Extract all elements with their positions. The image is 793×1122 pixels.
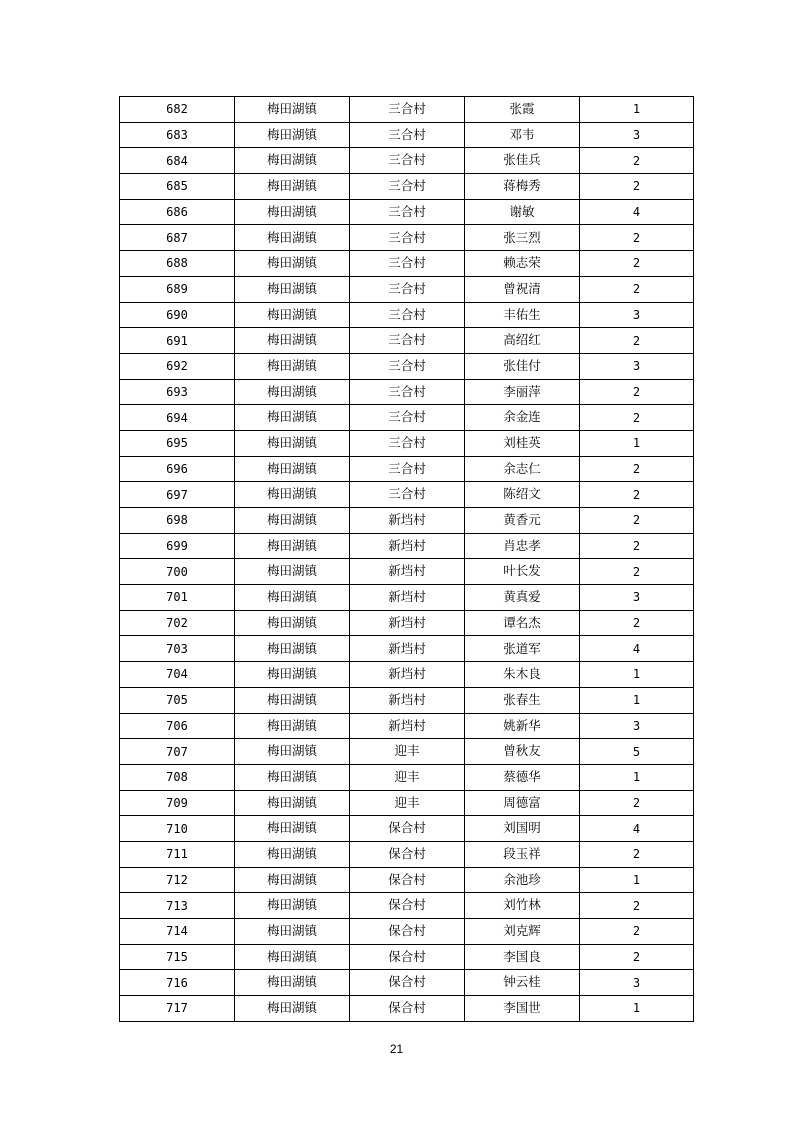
town-cell: 梅田湖镇 xyxy=(235,482,350,508)
count-cell: 3 xyxy=(580,713,694,739)
village-cell: 三合村 xyxy=(350,353,465,379)
row-number-cell: 696 xyxy=(120,456,235,482)
row-number-cell: 716 xyxy=(120,970,235,996)
town-cell: 梅田湖镇 xyxy=(235,610,350,636)
row-number-cell: 691 xyxy=(120,328,235,354)
count-cell: 3 xyxy=(580,585,694,611)
town-cell: 梅田湖镇 xyxy=(235,97,350,123)
table-row xyxy=(120,508,694,534)
town-cell: 梅田湖镇 xyxy=(235,430,350,456)
count-cell: 2 xyxy=(580,919,694,945)
name-cell: 李国良 xyxy=(465,944,580,970)
data-table xyxy=(119,96,694,1022)
count-cell: 1 xyxy=(580,867,694,893)
count-cell: 2 xyxy=(580,790,694,816)
count-cell: 2 xyxy=(580,893,694,919)
name-cell: 曾祝清 xyxy=(465,276,580,302)
name-cell: 李国世 xyxy=(465,996,580,1022)
table-row xyxy=(120,251,694,277)
table-row xyxy=(120,996,694,1022)
row-number-cell: 698 xyxy=(120,508,235,534)
village-cell: 新垱村 xyxy=(350,662,465,688)
town-cell: 梅田湖镇 xyxy=(235,970,350,996)
village-cell: 保合村 xyxy=(350,816,465,842)
table-row xyxy=(120,919,694,945)
count-cell: 4 xyxy=(580,199,694,225)
count-cell: 3 xyxy=(580,302,694,328)
town-cell: 梅田湖镇 xyxy=(235,353,350,379)
town-cell: 梅田湖镇 xyxy=(235,148,350,174)
table-row xyxy=(120,559,694,585)
count-cell: 1 xyxy=(580,996,694,1022)
row-number-cell: 703 xyxy=(120,636,235,662)
table-row xyxy=(120,353,694,379)
name-cell: 钟云桂 xyxy=(465,970,580,996)
count-cell: 1 xyxy=(580,97,694,123)
name-cell: 刘竹林 xyxy=(465,893,580,919)
table-row xyxy=(120,405,694,431)
town-cell: 梅田湖镇 xyxy=(235,662,350,688)
row-number-cell: 708 xyxy=(120,764,235,790)
name-cell: 段玉祥 xyxy=(465,841,580,867)
table-row xyxy=(120,764,694,790)
town-cell: 梅田湖镇 xyxy=(235,533,350,559)
row-number-cell: 705 xyxy=(120,687,235,713)
table-row xyxy=(120,944,694,970)
count-cell: 1 xyxy=(580,687,694,713)
village-cell: 三合村 xyxy=(350,97,465,123)
count-cell: 5 xyxy=(580,739,694,765)
table-row xyxy=(120,122,694,148)
village-cell: 三合村 xyxy=(350,225,465,251)
table-row xyxy=(120,687,694,713)
count-cell: 2 xyxy=(580,559,694,585)
table-row xyxy=(120,739,694,765)
row-number-cell: 690 xyxy=(120,302,235,328)
row-number-cell: 683 xyxy=(120,122,235,148)
village-cell: 保合村 xyxy=(350,919,465,945)
name-cell: 高绍红 xyxy=(465,328,580,354)
name-cell: 邓韦 xyxy=(465,122,580,148)
row-number-cell: 717 xyxy=(120,996,235,1022)
count-cell: 2 xyxy=(580,944,694,970)
table-row xyxy=(120,302,694,328)
table-row xyxy=(120,97,694,123)
table-row xyxy=(120,662,694,688)
table-row xyxy=(120,328,694,354)
table-row xyxy=(120,610,694,636)
town-cell: 梅田湖镇 xyxy=(235,687,350,713)
town-cell: 梅田湖镇 xyxy=(235,276,350,302)
count-cell: 2 xyxy=(580,174,694,200)
row-number-cell: 684 xyxy=(120,148,235,174)
name-cell: 张春生 xyxy=(465,687,580,713)
village-cell: 保合村 xyxy=(350,944,465,970)
count-cell: 1 xyxy=(580,430,694,456)
table-row xyxy=(120,867,694,893)
name-cell: 周德富 xyxy=(465,790,580,816)
name-cell: 余志仁 xyxy=(465,456,580,482)
village-cell: 三合村 xyxy=(350,328,465,354)
village-cell: 三合村 xyxy=(350,405,465,431)
village-cell: 三合村 xyxy=(350,302,465,328)
village-cell: 迎丰 xyxy=(350,739,465,765)
row-number-cell: 706 xyxy=(120,713,235,739)
row-number-cell: 685 xyxy=(120,174,235,200)
village-cell: 新垱村 xyxy=(350,610,465,636)
table-row xyxy=(120,533,694,559)
village-cell: 新垱村 xyxy=(350,508,465,534)
table-row xyxy=(120,790,694,816)
village-cell: 三合村 xyxy=(350,430,465,456)
town-cell: 梅田湖镇 xyxy=(235,790,350,816)
town-cell: 梅田湖镇 xyxy=(235,996,350,1022)
name-cell: 余金连 xyxy=(465,405,580,431)
name-cell: 姚新华 xyxy=(465,713,580,739)
name-cell: 丰佑生 xyxy=(465,302,580,328)
row-number-cell: 704 xyxy=(120,662,235,688)
row-number-cell: 682 xyxy=(120,97,235,123)
row-number-cell: 713 xyxy=(120,893,235,919)
town-cell: 梅田湖镇 xyxy=(235,919,350,945)
name-cell: 朱木良 xyxy=(465,662,580,688)
count-cell: 2 xyxy=(580,276,694,302)
table-row xyxy=(120,148,694,174)
count-cell: 4 xyxy=(580,816,694,842)
count-cell: 2 xyxy=(580,841,694,867)
village-cell: 新垱村 xyxy=(350,636,465,662)
row-number-cell: 714 xyxy=(120,919,235,945)
town-cell: 梅田湖镇 xyxy=(235,328,350,354)
count-cell: 1 xyxy=(580,764,694,790)
count-cell: 2 xyxy=(580,482,694,508)
table-row xyxy=(120,585,694,611)
village-cell: 新垱村 xyxy=(350,713,465,739)
row-number-cell: 711 xyxy=(120,841,235,867)
row-number-cell: 688 xyxy=(120,251,235,277)
row-number-cell: 697 xyxy=(120,482,235,508)
village-cell: 新垱村 xyxy=(350,533,465,559)
name-cell: 张佳兵 xyxy=(465,148,580,174)
town-cell: 梅田湖镇 xyxy=(235,764,350,790)
table-row xyxy=(120,970,694,996)
row-number-cell: 695 xyxy=(120,430,235,456)
town-cell: 梅田湖镇 xyxy=(235,893,350,919)
village-cell: 三合村 xyxy=(350,174,465,200)
name-cell: 张三烈 xyxy=(465,225,580,251)
village-cell: 三合村 xyxy=(350,251,465,277)
count-cell: 2 xyxy=(580,148,694,174)
town-cell: 梅田湖镇 xyxy=(235,944,350,970)
table-row xyxy=(120,276,694,302)
name-cell: 赖志荣 xyxy=(465,251,580,277)
name-cell: 蒋梅秀 xyxy=(465,174,580,200)
name-cell: 谢敏 xyxy=(465,199,580,225)
table-row xyxy=(120,225,694,251)
count-cell: 2 xyxy=(580,225,694,251)
row-number-cell: 710 xyxy=(120,816,235,842)
table-row xyxy=(120,199,694,225)
count-cell: 1 xyxy=(580,662,694,688)
village-cell: 三合村 xyxy=(350,199,465,225)
village-cell: 保合村 xyxy=(350,867,465,893)
count-cell: 2 xyxy=(580,379,694,405)
table-row xyxy=(120,893,694,919)
name-cell: 叶长发 xyxy=(465,559,580,585)
row-number-cell: 709 xyxy=(120,790,235,816)
name-cell: 曾秋友 xyxy=(465,739,580,765)
row-number-cell: 692 xyxy=(120,353,235,379)
town-cell: 梅田湖镇 xyxy=(235,585,350,611)
count-cell: 2 xyxy=(580,328,694,354)
town-cell: 梅田湖镇 xyxy=(235,508,350,534)
town-cell: 梅田湖镇 xyxy=(235,174,350,200)
town-cell: 梅田湖镇 xyxy=(235,739,350,765)
town-cell: 梅田湖镇 xyxy=(235,225,350,251)
table-row xyxy=(120,456,694,482)
town-cell: 梅田湖镇 xyxy=(235,199,350,225)
count-cell: 2 xyxy=(580,456,694,482)
village-cell: 三合村 xyxy=(350,122,465,148)
village-cell: 三合村 xyxy=(350,379,465,405)
table-row xyxy=(120,174,694,200)
village-cell: 迎丰 xyxy=(350,764,465,790)
village-cell: 新垱村 xyxy=(350,559,465,585)
row-number-cell: 700 xyxy=(120,559,235,585)
count-cell: 2 xyxy=(580,508,694,534)
village-cell: 三合村 xyxy=(350,148,465,174)
table-body xyxy=(120,97,694,1022)
village-cell: 保合村 xyxy=(350,996,465,1022)
count-cell: 3 xyxy=(580,970,694,996)
name-cell: 肖忠孝 xyxy=(465,533,580,559)
row-number-cell: 689 xyxy=(120,276,235,302)
town-cell: 梅田湖镇 xyxy=(235,379,350,405)
village-cell: 新垱村 xyxy=(350,585,465,611)
town-cell: 梅田湖镇 xyxy=(235,456,350,482)
row-number-cell: 699 xyxy=(120,533,235,559)
town-cell: 梅田湖镇 xyxy=(235,713,350,739)
row-number-cell: 701 xyxy=(120,585,235,611)
row-number-cell: 702 xyxy=(120,610,235,636)
village-cell: 三合村 xyxy=(350,456,465,482)
name-cell: 李丽萍 xyxy=(465,379,580,405)
row-number-cell: 694 xyxy=(120,405,235,431)
town-cell: 梅田湖镇 xyxy=(235,636,350,662)
name-cell: 刘国明 xyxy=(465,816,580,842)
table-row xyxy=(120,713,694,739)
town-cell: 梅田湖镇 xyxy=(235,867,350,893)
table-row xyxy=(120,482,694,508)
name-cell: 蔡德华 xyxy=(465,764,580,790)
name-cell: 刘桂英 xyxy=(465,430,580,456)
town-cell: 梅田湖镇 xyxy=(235,816,350,842)
town-cell: 梅田湖镇 xyxy=(235,405,350,431)
row-number-cell: 693 xyxy=(120,379,235,405)
count-cell: 3 xyxy=(580,122,694,148)
name-cell: 谭名杰 xyxy=(465,610,580,636)
row-number-cell: 687 xyxy=(120,225,235,251)
table-row xyxy=(120,430,694,456)
village-cell: 保合村 xyxy=(350,841,465,867)
count-cell: 4 xyxy=(580,636,694,662)
name-cell: 刘克辉 xyxy=(465,919,580,945)
town-cell: 梅田湖镇 xyxy=(235,122,350,148)
table-row xyxy=(120,379,694,405)
count-cell: 2 xyxy=(580,405,694,431)
row-number-cell: 707 xyxy=(120,739,235,765)
name-cell: 张佳付 xyxy=(465,353,580,379)
town-cell: 梅田湖镇 xyxy=(235,302,350,328)
name-cell: 黄香元 xyxy=(465,508,580,534)
name-cell: 张霞 xyxy=(465,97,580,123)
village-cell: 三合村 xyxy=(350,276,465,302)
row-number-cell: 686 xyxy=(120,199,235,225)
village-cell: 迎丰 xyxy=(350,790,465,816)
name-cell: 余池珍 xyxy=(465,867,580,893)
count-cell: 2 xyxy=(580,251,694,277)
village-cell: 三合村 xyxy=(350,482,465,508)
village-cell: 新垱村 xyxy=(350,687,465,713)
page-number: 21 xyxy=(389,1042,404,1056)
table-row xyxy=(120,636,694,662)
count-cell: 2 xyxy=(580,610,694,636)
village-cell: 保合村 xyxy=(350,893,465,919)
row-number-cell: 712 xyxy=(120,867,235,893)
table-row xyxy=(120,816,694,842)
name-cell: 陈绍文 xyxy=(465,482,580,508)
town-cell: 梅田湖镇 xyxy=(235,841,350,867)
town-cell: 梅田湖镇 xyxy=(235,251,350,277)
name-cell: 黄真爱 xyxy=(465,585,580,611)
name-cell: 张道军 xyxy=(465,636,580,662)
village-cell: 保合村 xyxy=(350,970,465,996)
count-cell: 3 xyxy=(580,353,694,379)
row-number-cell: 715 xyxy=(120,944,235,970)
count-cell: 2 xyxy=(580,533,694,559)
table-row xyxy=(120,841,694,867)
town-cell: 梅田湖镇 xyxy=(235,559,350,585)
